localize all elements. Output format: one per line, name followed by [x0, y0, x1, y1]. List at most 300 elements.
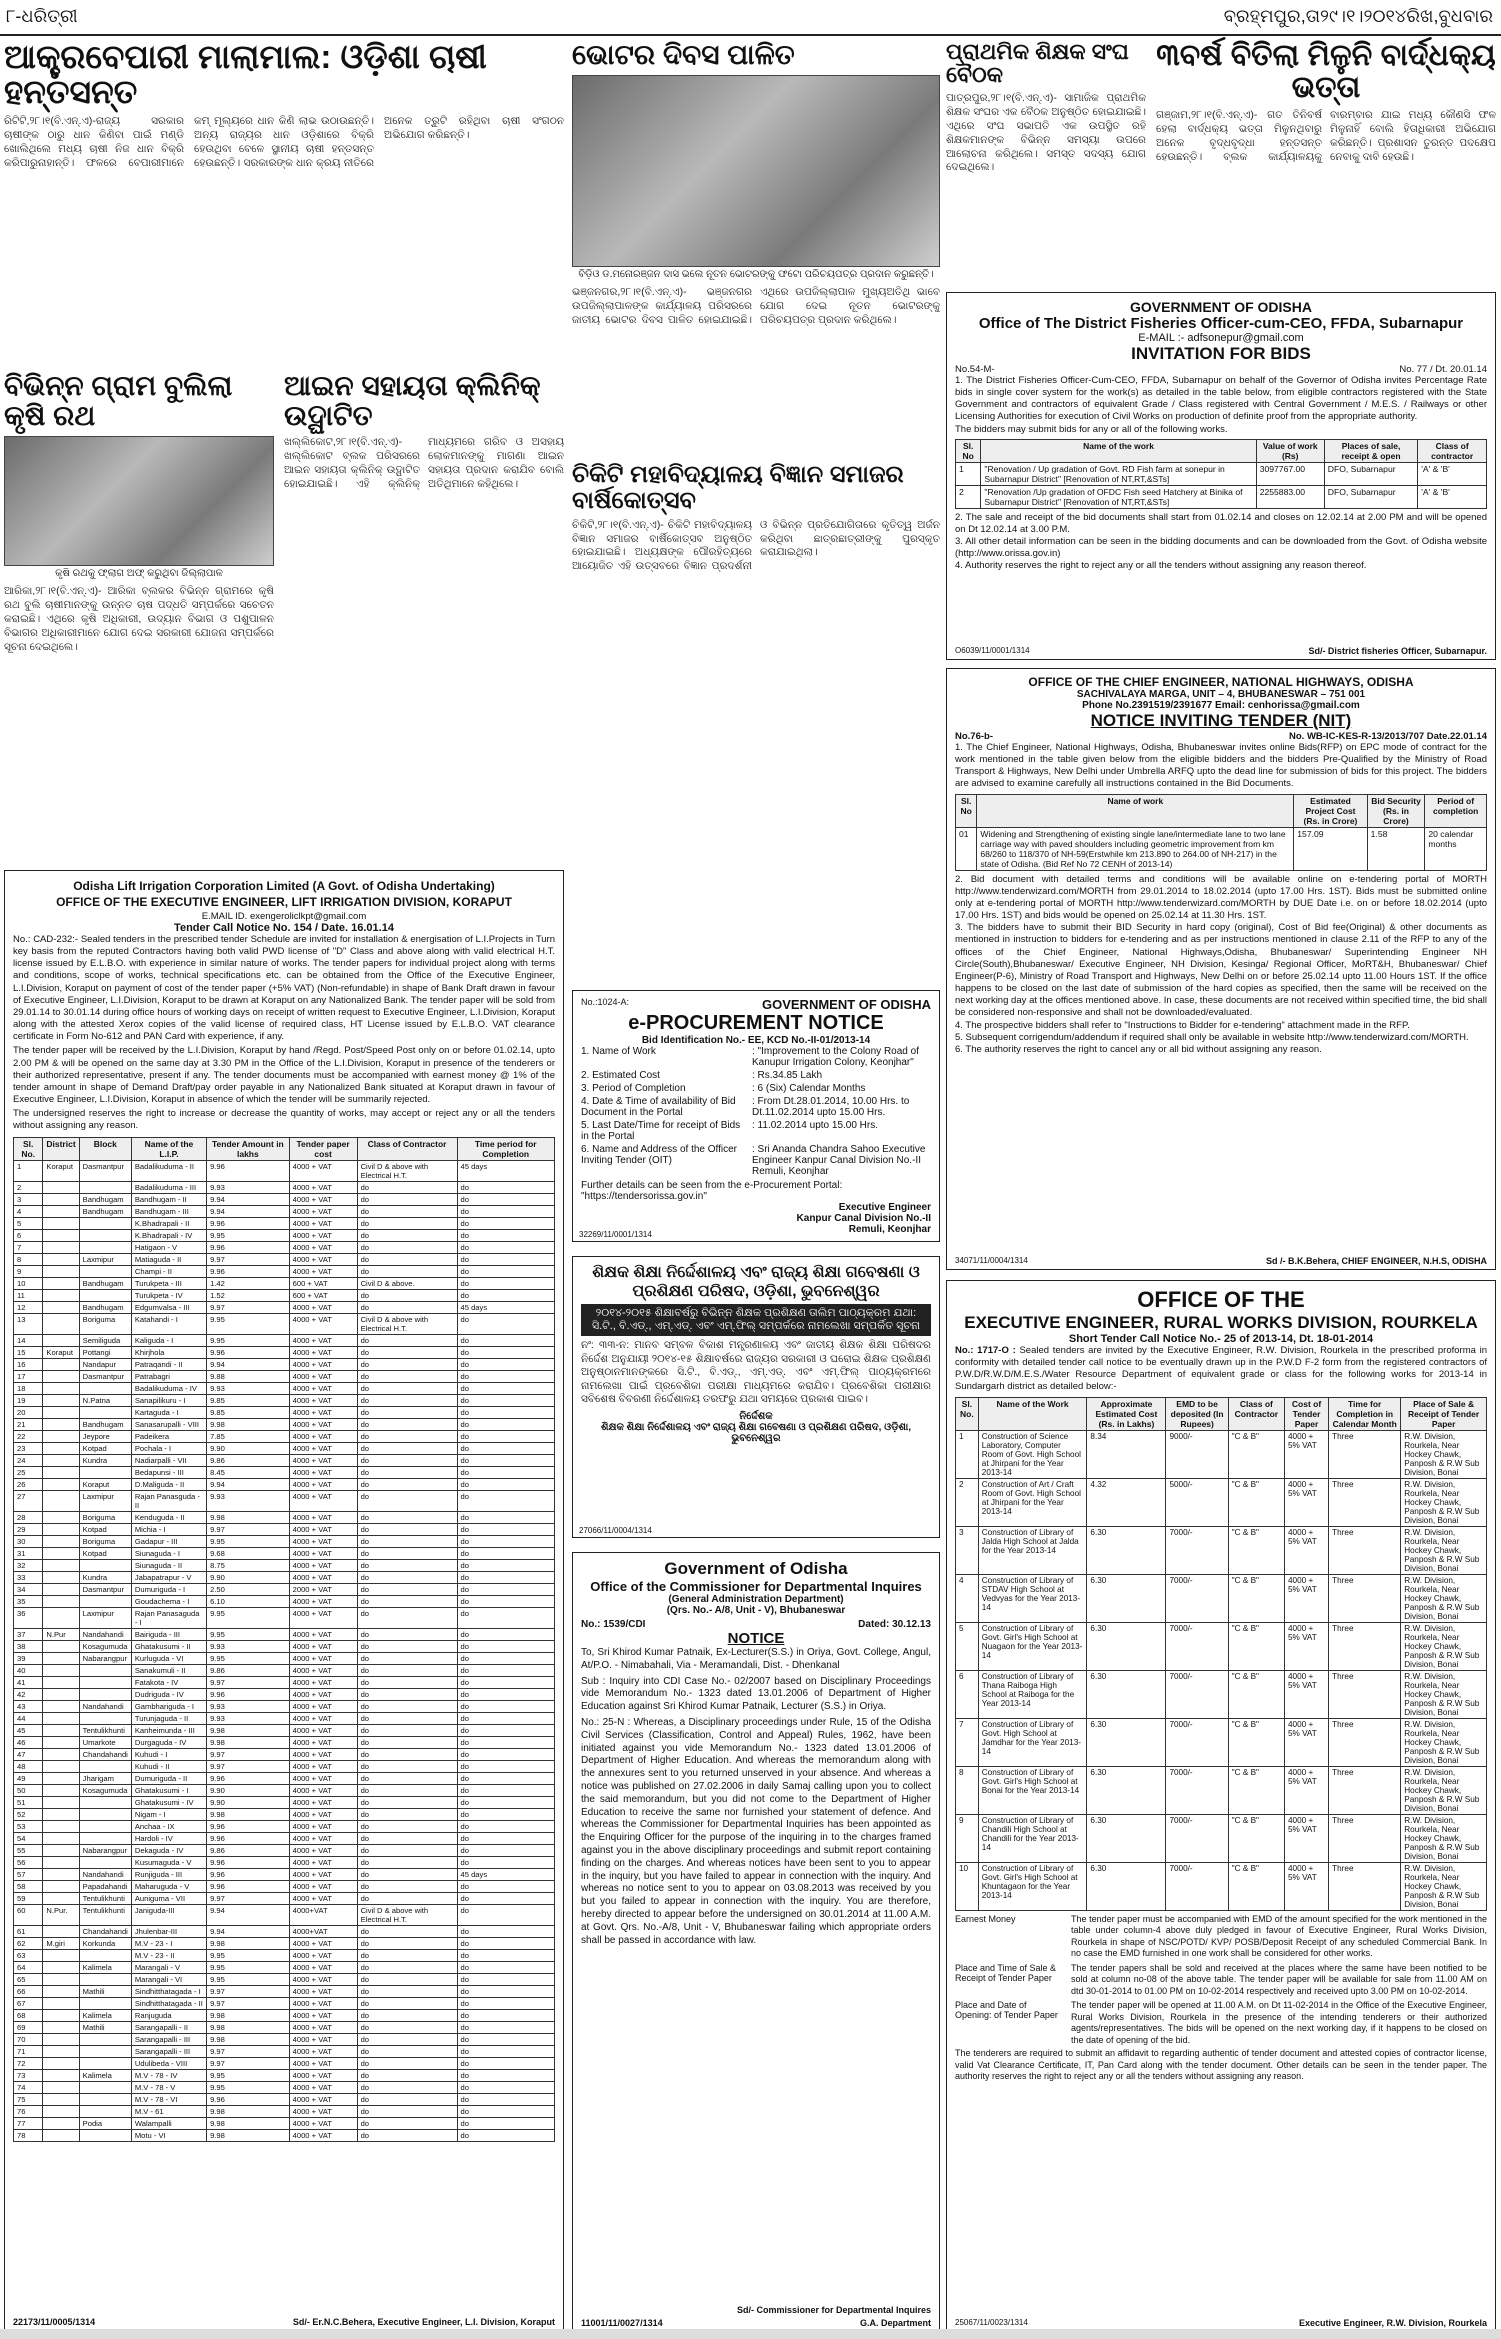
table-cell: [43, 2105, 79, 2117]
table-cell: Construction of Library of Jalda High School at Jalda for the Year 2013-14: [978, 1526, 1087, 1574]
table-cell: 4000 + VAT: [289, 1229, 357, 1241]
table-cell: Construction of Library of Govt. Girl's High School at Khuntagaon for the Year 2013-14: [978, 1862, 1087, 1910]
table-cell: [43, 1313, 79, 1334]
table-cell: 4000 + VAT: [289, 1724, 357, 1736]
table-row: [14, 1688, 555, 1700]
table-row: [14, 1346, 555, 1358]
table-cell: Construction of Library of STDAV High School at Vedvyas for the Year 2013-14: [978, 1574, 1087, 1622]
table-cell: Dumuriguda - II: [131, 1772, 206, 1784]
table-cell: Katahandi - I: [131, 1313, 206, 1334]
table-cell: 1: [956, 1430, 979, 1478]
article-teacher-union-body: ପାତ୍ରପୁର,୨୮।୧(ବି.ଏନ୍.ଏ)- ସାମାଜିକ ପ୍ରାଥମିକ ଶିକ୍ଷକ ସଂଘର ଏକ ବୈଠକ ଅନୁଷ୍ଠିତ ହୋଇଯାଇଛି। ଏଥିରେ ସଂଘ ସଭାପତି ଏକ ଉପସ୍ଥିତ ରହି ଶିକ୍ଷକମାନଙ୍କ ବିଭିନ୍ନ ସମସ୍ୟା ଉପରେ ଆଲୋଚନା କରିଥିଲେ। ସମସ୍ତ ସଦସ୍ୟ ଯୋଗ ଦେଇଥିଲେ।: [946, 92, 1146, 174]
table-cell: Kundra: [79, 1454, 131, 1466]
table-cell: 4000 + VAT: [289, 2033, 357, 2045]
table-row: [14, 1961, 555, 1973]
fish-office: Office of The District Fisheries Officer-cum-CEO, FFDA, Subarnapur: [978, 315, 1464, 332]
table-cell: 73: [14, 2069, 43, 2081]
headline-pension: ୩ବର୍ଷ ବିତିଲା ମିଳୁନି ବାର୍ଦ୍ଧକ୍ୟ ଭତ୍ତା: [1156, 39, 1496, 104]
table-cell: [79, 1265, 131, 1277]
rw-emd-text: The tender paper must be accompanied with EMD of the amount specified for the work mentioned in the table under column-4 above duly pledged in favour of Executive Engineer, Rural Works Division, Rourkela in shape of NSC/POTD/ KVP/ POSB/Deposit Receipt of any scheduled Commercial Bank. In no case the EMD furnished in one work shall be considered for other works.: [1071, 1913, 1487, 1959]
table-cell: Siunaguda - II: [131, 1559, 206, 1571]
nh-text2: 2. Bid document with detailed terms and conditions will be available online on e-tendering portal of MORTH http://www.tenderwizard.com/MORTH from 29.01.2014 to 18.02.2014 (upto 17.00 Hrs. 1ST). Bids must be submitted online only at e-tendering portal of MORTH http://www.tenderwizard.com/MORTH by DUE Date i.e. on or before 18.02.2014 (upto 17.00 Hrs. 1ST) and bids would be opened on 25.02.14 at 11.30 Hrs. 1ST.: [955, 873, 1487, 922]
table-cell: Patrabagri: [131, 1370, 206, 1382]
table-cell: 7: [956, 1718, 979, 1766]
table-cell: do: [357, 1490, 457, 1511]
table-cell: [79, 2129, 131, 2141]
table-cell: do: [457, 1784, 554, 1796]
table-cell: do: [357, 1289, 457, 1301]
table-cell: 38: [14, 1640, 43, 1652]
table-cell: Korkunda: [79, 1937, 131, 1949]
teacher-code: 27066/11/0004/1314: [579, 1526, 652, 1535]
table-cell: "C & B": [1228, 1574, 1284, 1622]
table-cell: 48: [14, 1760, 43, 1772]
table-row: [14, 1454, 555, 1466]
table-cell: 45: [14, 1724, 43, 1736]
table-cell: do: [357, 1925, 457, 1937]
table-cell: "C & B": [1228, 1862, 1284, 1910]
lift-header-cell: Name of the L.I.P.: [131, 1137, 206, 1160]
table-cell: 45 days: [457, 1301, 554, 1313]
table-cell: do: [357, 1949, 457, 1961]
table-cell: do: [357, 1358, 457, 1370]
table-cell: Jhulenbar-III: [131, 1925, 206, 1937]
table-cell: [79, 1808, 131, 1820]
table-cell: 4000 + VAT: [289, 1595, 357, 1607]
table-cell: do: [357, 1784, 457, 1796]
table-cell: [43, 1454, 79, 1466]
table-cell: do: [357, 1418, 457, 1430]
table-cell: 9.98: [207, 1511, 290, 1523]
table-row: [14, 1820, 555, 1832]
table-row: [14, 2021, 555, 2033]
table-cell: Nigam - I: [131, 1808, 206, 1820]
table-cell: [43, 1808, 79, 1820]
table-cell: 4000 + VAT: [289, 1652, 357, 1664]
table-cell: 8: [956, 1766, 979, 1814]
table-cell: 4000 + VAT: [289, 1949, 357, 1961]
table-cell: do: [457, 1736, 554, 1748]
table-cell: 9.90: [207, 1796, 290, 1808]
table-cell: [79, 1760, 131, 1772]
lift-header-cell: Tender paper cost: [289, 1137, 357, 1160]
table-cell: 4000 + VAT: [289, 1301, 357, 1313]
table-cell: Chandahandi: [79, 1925, 131, 1937]
eproc-code: 32269/11/0001/1314: [579, 1230, 652, 1239]
table-cell: "C & B": [1228, 1622, 1284, 1670]
table-cell: [43, 1652, 79, 1664]
rw-table: [955, 1397, 1487, 1911]
table-cell: 13: [14, 1313, 43, 1334]
right-column: [946, 40, 1496, 302]
table-cell: do: [357, 1229, 457, 1241]
table-cell: [43, 1478, 79, 1490]
table-cell: 9.90: [207, 1442, 290, 1454]
table-cell: Widening and Strengthening of existing single lane/intermediate lane to two lane carriage way with paved shoulders including geometric improvement from km 68/260 to 118/370 of NH-59(Erstwhile km 213.890 to 264.00 of NH-217) in the state of Odisha. (Bid Ref No 72 CENH of 2013-14): [977, 827, 1294, 870]
inquiry-dept2: G.A. Department: [859, 2318, 931, 2328]
table-cell: Boriguma: [79, 1313, 131, 1334]
table-cell: 68: [14, 2009, 43, 2021]
teacher-sign1: ନିର୍ଦ୍ଦେଶକ: [739, 1410, 773, 1422]
table-cell: 4000 + VAT: [289, 2009, 357, 2021]
table-cell: [43, 1358, 79, 1370]
table-cell: [79, 1382, 131, 1394]
table-cell: 9.95: [207, 1334, 290, 1346]
table-cell: do: [457, 1217, 554, 1229]
table-cell: [43, 1676, 79, 1688]
table-cell: do: [457, 1880, 554, 1892]
table-cell: [43, 1724, 79, 1736]
table-cell: do: [457, 1607, 554, 1628]
table-cell: 10: [14, 1277, 43, 1289]
table-cell: [43, 1394, 79, 1406]
table-cell: Koraput: [43, 1346, 79, 1358]
table-cell: do: [457, 2069, 554, 2081]
article-pension-body: ଗଞ୍ଜାମ,୨୮।୧(ବି.ଏନ୍.ଏ)- ଗତ ତିନିବର୍ଷ ହେଲା ବାର୍ଦ୍ଧକ୍ୟ ଭତ୍ତା ମିଳୁନଥିବାରୁ ଅନେକ ବୃଦ୍ଧବୃଦ୍ଧା ହନ୍ତସନ୍ତ ହେଉଛନ୍ତି। ବ୍ଲକ କାର୍ଯ୍ୟାଳୟକୁ ବାରମ୍ବାର ଯାଇ ମଧ୍ୟ କୌଣସି ଫଳ ମିଳୁନାହିଁ ବୋଲି ହିତାଧିକାରୀ ଅଭିଯୋଗ କରିଛନ୍ତି। ପ୍ରଶାସନ ତୁରନ୍ତ ପଦକ୍ଷେପ ନେବାକୁ ଦାବି ହେଉଛି।: [1156, 109, 1496, 163]
eproc-ref: No.:1024-A:: [581, 997, 630, 1007]
table-cell: do: [457, 1265, 554, 1277]
table-cell: 4000 + VAT: [289, 1394, 357, 1406]
table-cell: Three: [1329, 1814, 1401, 1862]
lift-text2: The tender paper will be received by the L.I.Division, Koraput by hand /Regd. Post/Speed Post only on or before 01.02.14, upto 2.00 PM & will be opened on the same day at 3.30 PM in the Office of the L.I.Division, Koraput in presence of the tenderers or their authorized representative, present if any. The tender documents must be accompanied with earnest money @ 1% of the tender amount in shape of Demand Draft/pay order payable in any Nationalized Bank situated at Koraput drawn in favour of Executive Engineer, L.I.Division, Koraput in absence of which the tender will be summarily rejected.: [13, 1045, 555, 1106]
table-cell: do: [357, 1652, 457, 1664]
table-cell: Construction of Science Laboratory, Computer Room of Govt. High School at Jhirpani for the Year 2013-14: [978, 1430, 1087, 1478]
table-cell: do: [357, 1832, 457, 1844]
table-cell: 2000 + VAT: [289, 1583, 357, 1595]
rw-header-cell: Name of the Work: [978, 1397, 1087, 1430]
table-cell: 7000/-: [1166, 1526, 1228, 1574]
table-cell: 9.94: [207, 1205, 290, 1217]
table-cell: 65: [14, 1973, 43, 1985]
table-cell: Boriguma: [79, 1535, 131, 1547]
table-cell: do: [457, 1406, 554, 1418]
table-cell: [43, 2033, 79, 2045]
table-cell: [43, 2081, 79, 2093]
table-cell: 4000 + VAT: [289, 1856, 357, 1868]
table-cell: Three: [1329, 1622, 1401, 1670]
table-cell: 71: [14, 2045, 43, 2057]
table-row: [14, 1892, 555, 1904]
table-cell: do: [457, 1289, 554, 1301]
table-cell: 4000 + VAT: [289, 1832, 357, 1844]
table-cell: do: [457, 1760, 554, 1772]
eproc-field-value: : 11.02.2014 upto 15.00 Hrs.: [752, 1120, 879, 1131]
table-cell: 9.98: [207, 2009, 290, 2021]
table-cell: do: [457, 1832, 554, 1844]
table-cell: do: [457, 1856, 554, 1868]
table-cell: [43, 2045, 79, 2057]
table-cell: "Renovation / Up gradation of Govt. RD Fish farm at sonepur in Subarnapur District" [Renovation of NT,RT,&STs]: [981, 462, 1256, 485]
table-cell: 6.30: [1087, 1526, 1166, 1574]
table-cell: 4000 + VAT: [289, 1664, 357, 1676]
table-cell: 69: [14, 2021, 43, 2033]
table-cell: 4000 + VAT: [289, 1628, 357, 1640]
table-cell: Sarangapalli - II: [131, 2021, 206, 2033]
rw-header-cell: Place of Sale & Receipt of Tender Paper: [1401, 1397, 1487, 1430]
table-cell: do: [357, 1265, 457, 1277]
table-cell: 4000 + 5% VAT: [1284, 1478, 1328, 1526]
table-row: [14, 1289, 555, 1301]
table-cell: Nandahandi: [79, 1628, 131, 1640]
table-cell: 57: [14, 1868, 43, 1880]
ad-departmental-inquiry: [572, 1552, 940, 2332]
table-cell: 21: [14, 1418, 43, 1430]
table-cell: 4000 + VAT: [289, 2081, 357, 2093]
table-cell: [79, 1229, 131, 1241]
table-cell: Nandahandi: [79, 1868, 131, 1880]
table-cell: "C & B": [1228, 1814, 1284, 1862]
table-cell: 9.96: [207, 1217, 290, 1229]
table-row: [14, 1406, 555, 1418]
table-cell: 600 + VAT: [289, 1289, 357, 1301]
table-cell: do: [357, 1382, 457, 1394]
table-cell: 9.93: [207, 1490, 290, 1511]
table-cell: 9.68: [207, 1547, 290, 1559]
table-cell: [43, 2093, 79, 2105]
dateline: ବ୍ରହ୍ମପୁର,ତା୨୯।୧।୨୦୧୪ରିଖ,ବୁଧବାର: [1223, 6, 1493, 26]
eproc-field-label: 6. Name and Address of the Officer Inviting Tender (OIT): [581, 1144, 738, 1166]
table-cell: 4000 + VAT: [289, 1676, 357, 1688]
table-cell: 4000 + VAT: [289, 1160, 357, 1181]
fish-ref-right: No. 77 / Dt. 20.01.14: [1399, 364, 1487, 375]
fish-text2: 2. The sale and receipt of the bid documents shall start from 01.02.14 and closes on 12.02.14 at 2.00 PM and will be opened on Dt 12.02.14 at 3.00 P.M.: [955, 511, 1487, 535]
table-row: [14, 1394, 555, 1406]
table-cell: 4000 + VAT: [289, 1346, 357, 1358]
caption-krishi-rath: କୃଷି ରଥକୁ ଫ୍ଲାଗ ଅଫ୍ କରୁଥିବା ଜିଲ୍ଲାପାଳ: [55, 568, 223, 580]
rw-sale-text: The tender papers shall be sold and received at the places where the same have been notified to be sold at column no-08 of the above table. The tender paper will be available for sale from 11.00 AM on dtd 30-01-2014 to 01.00 PM on 10-02-2014 respectively and received upto 3.00 PM on 10-02-2014.: [1071, 1962, 1487, 1996]
table-cell: do: [457, 1181, 554, 1193]
table-cell: 55: [14, 1844, 43, 1856]
table-cell: [43, 1571, 79, 1583]
table-cell: 61: [14, 1925, 43, 1937]
table-row: [14, 1277, 555, 1289]
table-cell: 4000 + VAT: [289, 1688, 357, 1700]
headline-traders: ଆକ୍ତ୍ରବେପାରୀ ମାଲାମାଲ: ଓଡ଼ିଶା ଚାଷୀ ହନ୍ତସନ୍ତ: [4, 38, 487, 110]
table-cell: K.Bhadrapali - IV: [131, 1229, 206, 1241]
table-cell: [43, 1265, 79, 1277]
table-cell: Bandhugam: [79, 1193, 131, 1205]
table-cell: Three: [1329, 1526, 1401, 1574]
table-cell: 4000 + VAT: [289, 1181, 357, 1193]
table-cell: 35: [14, 1595, 43, 1607]
fish-text4: 4. Authority reserves the right to reject any or all the tenders without assigning any reason thereof.: [955, 560, 1367, 572]
table-cell: [79, 1181, 131, 1193]
table-cell: 9.94: [207, 1193, 290, 1205]
table-cell: do: [357, 1241, 457, 1253]
table-cell: 6.30: [1087, 1574, 1166, 1622]
table-cell: Badalikuduma - II: [131, 1160, 206, 1181]
table-cell: 9.97: [207, 1760, 290, 1772]
table-cell: 9.93: [207, 1181, 290, 1193]
table-cell: do: [357, 1334, 457, 1346]
table-cell: [43, 1688, 79, 1700]
table-cell: Bandhugam: [79, 1277, 131, 1289]
rw-title: Short Tender Call Notice No.- 25 of 2013-14, Dt. 18-01-2014: [1068, 1333, 1374, 1345]
table-row: [14, 2045, 555, 2057]
table-cell: Badalikuduma - IV: [131, 1382, 206, 1394]
table-cell: Goudachema - I: [131, 1595, 206, 1607]
table-cell: 44: [14, 1712, 43, 1724]
table-cell: do: [357, 1478, 457, 1490]
table-cell: 4000 + 5% VAT: [1284, 1718, 1328, 1766]
table-cell: DFO, Subarnapur: [1324, 462, 1418, 485]
table-cell: 1.42: [207, 1277, 290, 1289]
table-cell: "C & B": [1228, 1526, 1284, 1574]
table-row: [956, 827, 1487, 870]
table-cell: 9.95: [207, 1229, 290, 1241]
table-cell: R.W. Division, Rourkela, Near Hockey Chawk, Panposh & R.W Sub Division, Bonai: [1401, 1718, 1487, 1766]
table-cell: [79, 1712, 131, 1724]
table-cell: [43, 1241, 79, 1253]
table-cell: Civil D & above.: [357, 1277, 457, 1289]
table-cell: 4000 + VAT: [289, 1193, 357, 1205]
table-cell: Umarkote: [79, 1736, 131, 1748]
table-cell: 72: [14, 2057, 43, 2069]
table-cell: do: [457, 1241, 554, 1253]
table-cell: Champi - II: [131, 1265, 206, 1277]
table-cell: Nandahandi: [79, 1700, 131, 1712]
table-cell: do: [357, 1466, 457, 1478]
article-legal-clinic-body: ଖଲ୍ଲିକୋଟ,୨୮।୧(ବି.ଏନ୍.ଏ)- ଖଲ୍ଲିକୋଟ ବ୍ଲକ ପରିସରରେ ଆଇନ ସହାୟତା କ୍ଲିନିକ୍ ଉଦ୍ଘାଟିତ ହୋଇଯାଇଛି। ଏହି କ୍ଲିନିକ୍ ମାଧ୍ୟମରେ ଗରିବ ଓ ଅସହାୟ ଲୋକମାନଙ୍କୁ ମାଗଣା ଆଇନ ସହାୟତା ପ୍ରଦାନ କରାଯିବ ବୋଲି ଅତିଥିମାନେ କହିଥିଲେ।: [284, 436, 564, 490]
table-row: [14, 1193, 555, 1205]
table-cell: 56: [14, 1856, 43, 1868]
table-cell: 32: [14, 1559, 43, 1571]
table-cell: do: [457, 1571, 554, 1583]
table-cell: 9.94: [207, 1478, 290, 1490]
table-cell: do: [457, 1844, 554, 1856]
table-cell: 2: [956, 485, 981, 508]
table-cell: [79, 2093, 131, 2105]
table-row: [14, 2069, 555, 2081]
table-cell: do: [357, 1181, 457, 1193]
table-cell: Turukpeta - III: [131, 1277, 206, 1289]
table-cell: M.giri: [43, 1937, 79, 1949]
table-cell: [43, 1523, 79, 1535]
table-cell: do: [357, 1547, 457, 1559]
headline-teacher-union: ପ୍ରାଥମିକ ଶିକ୍ଷକ ସଂଘ ବୈଠକ: [946, 39, 1129, 88]
article-science-society-body: ଚିକିଟି,୨୮।୧(ବି.ଏନ୍.ଏ)- ଚିକିଟି ମହାବିଦ୍ୟାଳୟ ବିଜ୍ଞାନ ସମାଜର ବାର୍ଷିକୋତ୍ସବ ଅନୁଷ୍ଠିତ ହୋଇଯାଇଛି। ଅଧ୍ୟକ୍ଷଙ୍କ ପୌରହିତ୍ୟରେ ଆୟୋଜିତ ଏହି ଉତ୍ସବରେ ବିଜ୍ଞାନ ପ୍ରଦର୍ଶନୀ ଓ ବିଭିନ୍ନ ପ୍ରତିଯୋଗିତାରେ କୃତିତ୍ୱ ଅର୍ଜନ କରିଥିବା ଛାତ୍ରଛାତ୍ରୀଙ୍କୁ ପୁରସ୍କୃତ କରାଯାଇଥିଲା।: [572, 518, 940, 573]
table-cell: Nabarangpur: [79, 1844, 131, 1856]
table-cell: R.W. Division, Rourkela, Near Hockey Chawk, Panposh & R.W Sub Division, Bonai: [1401, 1670, 1487, 1718]
table-cell: [79, 2105, 131, 2117]
table-cell: [43, 1985, 79, 1997]
table-cell: Edgumvalsa - III: [131, 1301, 206, 1313]
table-cell: 4000 + VAT: [289, 2105, 357, 2117]
table-cell: 53: [14, 1820, 43, 1832]
table-cell: do: [457, 1724, 554, 1736]
table-cell: 4000 + 5% VAT: [1284, 1766, 1328, 1814]
nh-code: 34071/11/0004/1314: [955, 1256, 1028, 1265]
table-cell: [79, 1217, 131, 1229]
table-cell: [43, 1193, 79, 1205]
table-cell: M.V - 78 - VI: [131, 2093, 206, 2105]
table-cell: 2: [14, 1181, 43, 1193]
table-cell: Dasmantpur: [79, 1583, 131, 1595]
table-cell: [79, 1820, 131, 1832]
fish-text1: 1. The District Fisheries Officer-Cum-CEO, FFDA, Subarnapur on behalf of the Governor of Odisha invites Percentage Rate bids in single cover system for the work(s) as detailed in the table below, from eligible contractors registered with the State Government and contractors of equivalent Grade / Class registered with Central Government / M.E.S. / Railways or other Licensing Authorities for execution of Civil Works on production of definite proof from the appropriate authority.: [955, 375, 1487, 423]
table-cell: Padeikera: [131, 1430, 206, 1442]
table-cell: [43, 1595, 79, 1607]
table-row: [14, 2081, 555, 2093]
table-cell: 4: [14, 1205, 43, 1217]
table-row: [14, 1160, 555, 1181]
table-cell: Bandhugam: [79, 1205, 131, 1217]
table-row: [14, 1547, 555, 1559]
table-row: [14, 1382, 555, 1394]
rw-open-text: The tender paper will be opened at 11.00 A.M. on Dt 11-02-2014 in the Office of the Executive Engineer, Rural Works Division, Rourkela in the presence of the intending tenderers or their authorized agents/representatives. The bids will be opened on the next working day, if it happens to be closed on the date of opening of the bid.: [1071, 2000, 1487, 2045]
table-cell: M.V - 78 - V: [131, 2081, 206, 2093]
table-cell: do: [357, 2081, 457, 2093]
table-cell: 9.95: [207, 2069, 290, 2081]
table-cell: 9.98: [207, 2129, 290, 2141]
inquiry-date: Dated: 30.12.13: [858, 1619, 931, 1630]
nh-header-cell: Bid Security (Rs. in Crore): [1367, 794, 1425, 827]
table-cell: Bandhugam: [79, 1418, 131, 1430]
table-cell: [43, 1535, 79, 1547]
table-cell: 4000 + VAT: [289, 1454, 357, 1466]
table-cell: 9.98: [207, 1808, 290, 1820]
eproc-sign2: Kanpur Canal Division No.-II: [796, 1213, 931, 1224]
table-cell: Construction of Library of Govt. Girl's High School at Bonai for the Year 2013-14: [978, 1766, 1087, 1814]
table-cell: 4000 + VAT: [289, 1442, 357, 1454]
table-cell: do: [457, 1193, 554, 1205]
table-cell: 4000 + VAT: [289, 1466, 357, 1478]
table-cell: 9.93: [207, 1700, 290, 1712]
headline-voter-day: ଭୋଟର ଦିବସ ପାଳିତ: [572, 39, 795, 70]
lift-table: [13, 1137, 555, 2142]
table-cell: do: [357, 1217, 457, 1229]
table-row: [14, 1664, 555, 1676]
table-row: [14, 1808, 555, 1820]
table-cell: [43, 1856, 79, 1868]
nh-phone: Phone No.2391519/2391677 Email: cenhorissa@gmail.com: [1082, 700, 1360, 711]
table-cell: do: [357, 1700, 457, 1712]
table-cell: 9.95: [207, 1607, 290, 1628]
table-cell: 9.96: [207, 1241, 290, 1253]
table-cell: Three: [1329, 1766, 1401, 1814]
inquiry-code: 11001/11/0027/1314: [581, 2318, 663, 2328]
table-cell: [79, 1241, 131, 1253]
table-cell: R.W. Division, Rourkela, Near Hockey Chawk, Panposh & R.W Sub Division, Bonai: [1401, 1526, 1487, 1574]
table-cell: do: [357, 2129, 457, 2141]
table-cell: [79, 1664, 131, 1676]
table-cell: do: [357, 1523, 457, 1535]
article-traders-body: ରିଟିଟି,୨୮।୧(ବି.ଏନ୍.ଏ)-ରାଜ୍ୟ ସରକାର ଚାଷୀଙ୍କ ଠାରୁ ଧାନ କିଣିବା ପାଇଁ ମଣ୍ଡି ଖୋଲିଥିଲେ ମଧ୍ୟ ଚାଷୀ ନିଜ ଧାନ ବିକ୍ରି କରିପାରୁନାହାନ୍ତି। ଫଳରେ ବେପାରୀମାନେ କମ୍ ମୂଲ୍ୟରେ ଧାନ କିଣି ଲାଭ ଉଠାଉଛନ୍ତି। ଅନ୍ୟ ରାଜ୍ୟର ଧାନ ଓଡ଼ିଶାରେ ବିକ୍ରି ହେଉଥିବା ବେଳେ ସ୍ଥାନୀୟ ଚାଷୀ ହନ୍ତସନ୍ତ ହେଉଛନ୍ତି। ସରକାରଙ୍କ ଧାନ କ୍ରୟ ନୀତିରେ ଅନେକ ତ୍ରୁଟି ରହିଥିବା ଚାଷୀ ସଂଗଠନ ଅଭିଯୋଗ କରିଛନ୍ତି।: [4, 115, 564, 169]
table-cell: do: [357, 1712, 457, 1724]
table-cell: 6: [14, 1229, 43, 1241]
table-cell: Boriguma: [79, 1511, 131, 1523]
table-cell: Anchaa - IX: [131, 1820, 206, 1832]
table-cell: do: [457, 1253, 554, 1265]
nh-header-cell: Period of completion: [1425, 794, 1487, 827]
table-cell: Udulibeda - VIII: [131, 2057, 206, 2069]
table-row: [14, 1676, 555, 1688]
inquiry-ref: No.: 1539/CDI: [581, 1619, 646, 1630]
table-cell: [43, 1205, 79, 1217]
table-cell: 11: [14, 1289, 43, 1301]
table-cell: Sarangapalli - III: [131, 2045, 206, 2057]
table-cell: do: [357, 1985, 457, 1997]
table-cell: 4000 + VAT: [289, 2117, 357, 2129]
table-cell: [43, 2069, 79, 2081]
lift-header-cell: District: [43, 1137, 79, 1160]
table-cell: 9.85: [207, 1394, 290, 1406]
table-cell: [43, 1844, 79, 1856]
table-cell: "C & B": [1228, 1670, 1284, 1718]
eproc-field-value: : From Dt.28.01.2014, 10.00 Hrs. to Dt.11.02.2014 upto 15.00 Hrs.: [752, 1096, 910, 1118]
eproc-fields: [581, 1046, 931, 1177]
table-cell: do: [357, 1676, 457, 1688]
